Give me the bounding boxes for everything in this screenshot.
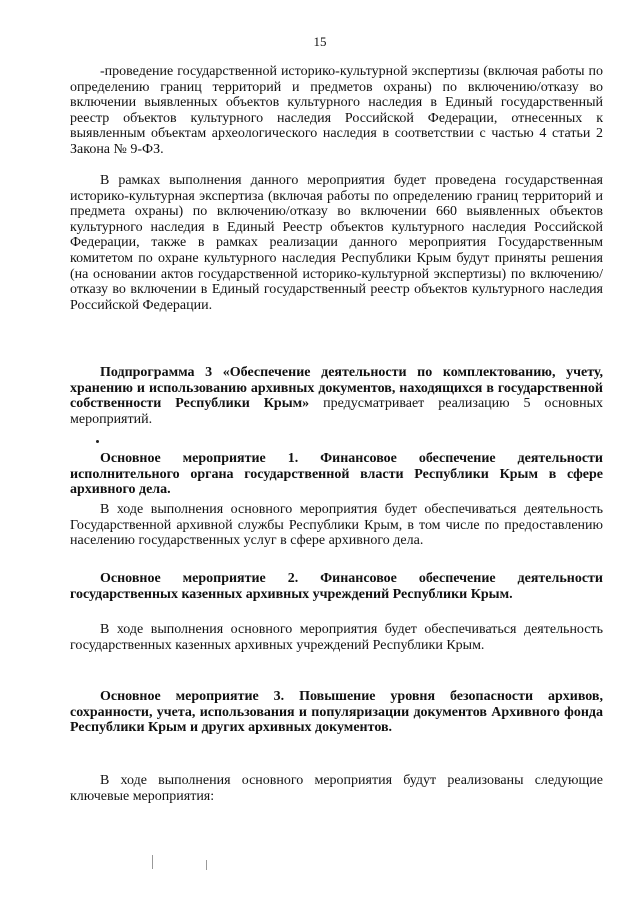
- paragraph-expertise-item: [70, 64, 603, 158]
- paragraph-expertise-plan: [70, 173, 603, 313]
- heading-measure-2: [70, 571, 603, 602]
- stray-mark: [96, 440, 99, 443]
- paragraph-subprogram-3: [70, 365, 603, 427]
- paragraph-text: В ходе выполнения основного мероприятия будет обеспечиваться деятельность Государственной архивной службы Республики Крым, в том числе по предоставлению населению государственных услуг в сфере архивного дела.: [70, 502, 603, 549]
- paragraph-text: В рамках выполнения данного мероприятия будет проведена государственная историко-культурная экспертиза (включая работы по определению границ территорий и предмета охраны) по включению/отказу во включении 660 выявленных объектов культурного наследия в Единый Реестр объектов культурного наследия Российской Федерации, также в рамках реализации данного мероприятия Государственным комитетом по охране культурного наследия Республики Крым будут приняты решения (на основании актов государственной историко-культурной экспертизы) по включению/отказу во включении в Единый государственный реестр объектов культурного наследия Российской Федерации.: [70, 173, 603, 313]
- subprogram-rest: предусматривает реализацию 5 основных мероприятий.: [70, 396, 603, 427]
- heading-text: Основное мероприятие 1. Финансовое обеспечение деятельности исполнительного органа государственной власти Республики Крым в сфере архивного дела.: [70, 451, 603, 498]
- paragraph-key-activities: [70, 773, 603, 804]
- subprogram-title: Подпрограмма 3 «Обеспечение деятельности по комплектованию, учету, хранению и использованию архивных документов, находящихся в государственной собственности Республики Крым»: [70, 365, 603, 412]
- paragraph-text: В ходе выполнения основного мероприятия будут реализованы следующие ключевые мероприятия:: [70, 773, 603, 804]
- scan-speck: [206, 860, 207, 870]
- heading-measure-3: [70, 689, 603, 736]
- paragraph-measure-2: [70, 622, 603, 653]
- paragraph-text: -проведение государственной историко-культурной экспертизы (включая работы по определению границ территорий и предметов охраны) по включению/отказу во включении выявленных объектов культурного наследия в Единый государственный реестр объектов культурного наследия Российской Федерации, отнесенных к выявленным объектам археологического наследия в соответствии с частью 4 статьи 2 Закона № 9-ФЗ.: [70, 64, 603, 157]
- heading-text: Основное мероприятие 2. Финансовое обеспечение деятельности государственных казенных архивных учреждений Республики Крым.: [70, 571, 603, 602]
- paragraph-text: [70, 365, 603, 427]
- heading-text: Основное мероприятие 3. Повышение уровня безопасности архивов, сохранности, учета, использования и популяризации документов Архивного фонда Республики Крым и других архивных документов.: [70, 689, 603, 736]
- paragraph-text: В ходе выполнения основного мероприятия будет обеспечиваться деятельность государственных казенных архивных учреждений Республики Крым.: [70, 622, 603, 653]
- paragraph-measure-1: [70, 502, 603, 549]
- page-number: 15: [313, 34, 327, 49]
- heading-measure-1: [70, 451, 603, 498]
- scan-speck: [152, 855, 153, 869]
